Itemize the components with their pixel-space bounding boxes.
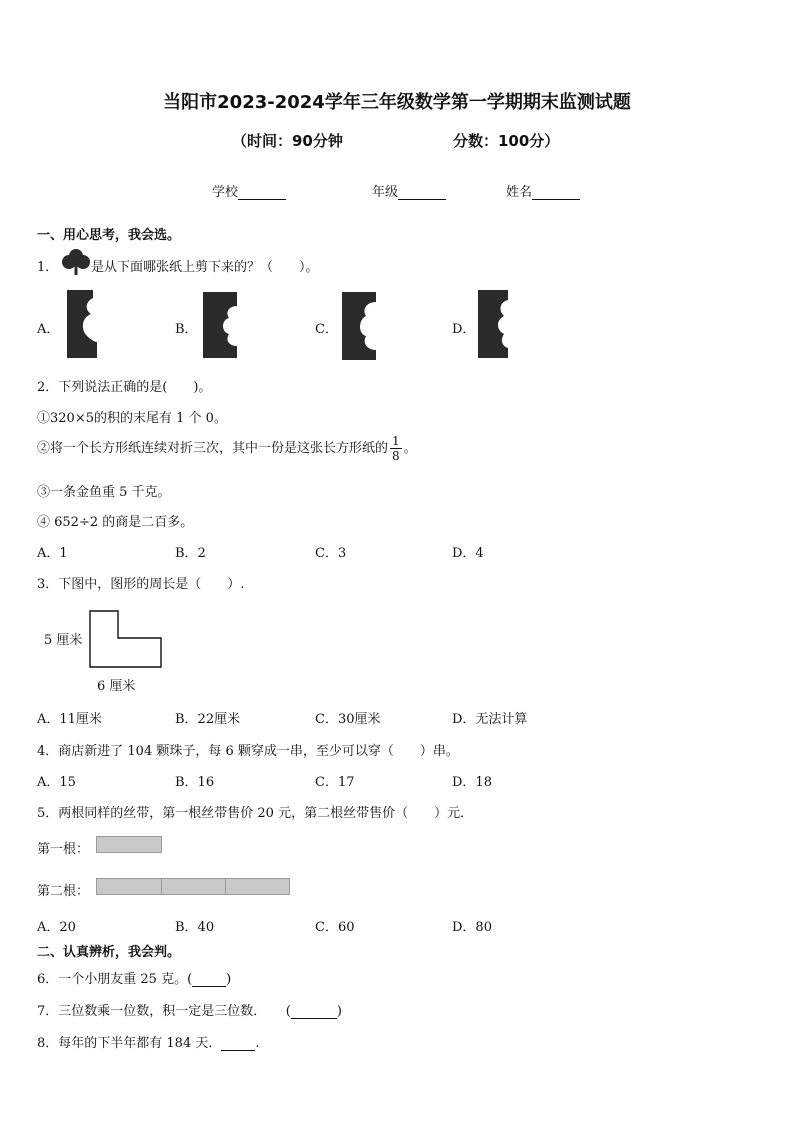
clover-icon [60,249,92,277]
q5-option-c[interactable]: C．60 [315,920,355,935]
exam-title: 当阳市2023-2024学年三年级数学第一学期期末监测试题 [163,92,631,113]
grade-label: 年级 [372,185,399,200]
q2-option-c[interactable]: C．3 [315,546,347,561]
q3-option-d[interactable]: D．无法计算 [452,712,528,727]
q5-option-b[interactable]: B．40 [175,920,215,935]
q4-option-d[interactable]: D．18 [452,775,492,790]
section1-title: 一、用心思考，我会选。 [37,228,181,243]
q1-option-b[interactable]: B． [175,322,198,337]
q3-width-label: 6 厘米 [97,679,136,694]
q1-option-d[interactable]: D． [452,322,476,337]
ribbon2-label: 第二根： [37,884,90,899]
ribbon1-label: 第一根： [37,842,90,857]
grade-blank[interactable] [398,185,446,200]
q2-statement-4: ④ 652÷2 的商是二百多。 [37,515,194,530]
q4-option-a[interactable]: A．15 [37,775,76,790]
q8-text: 8．每年的下半年都有 184 天． [37,1036,222,1051]
q4-option-b[interactable]: B．16 [175,775,215,790]
school-blank[interactable] [238,185,286,200]
section2-title: 二、认真辨析，我会判。 [37,945,181,960]
q1-number: 1． [37,260,59,275]
school-field [212,181,286,200]
q3-option-c[interactable]: C．30厘米 [315,712,381,727]
paper-c-icon [342,292,376,360]
q2-text: 2．下列说法正确的是( )。 [37,380,212,395]
q2-option-b[interactable]: B．2 [175,546,206,561]
paper-d-icon [478,290,512,358]
q2-statement-2: ②将一个长方形纸连续对折三次，其中一份是这张长方形纸的 $\frac{1}{8}$ 。 [37,434,417,463]
q7-text: 7．三位数乘一位数，积一定是三位数． ( [37,1004,291,1019]
q7: 7．三位数乘一位数，积一定是三位数． ( ) [37,1004,342,1019]
exam-time: （时间：90分钟 [232,132,343,150]
q5-text: 5．两根同样的丝带，第一根丝带售价 20 元，第二根丝带售价（ ）元． [37,806,474,821]
q2-statement-1: ①320×5的积的末尾有 1 个 0。 [37,411,227,426]
q3-option-a[interactable]: A．11厘米 [37,712,102,727]
q1-text: 是从下面哪张纸上剪下来的？（ ）。 [91,260,319,275]
ribbon-2-divider [225,879,226,894]
q4-option-c[interactable]: C．17 [315,775,355,790]
name-label: 姓名 [506,185,533,200]
grade-field [372,181,446,200]
q8: 8．每年的下半年都有 184 天． . [37,1036,260,1051]
name-field [506,181,580,200]
q4-text: 4．商店新进了 104 颗珠子，每 6 颗穿成一串，至少可以穿（ ）串。 [37,744,459,759]
q3-option-b[interactable]: B．22厘米 [175,712,241,727]
q8-answer-blank[interactable] [221,1038,255,1051]
q2-statement-3: ③一条金鱼重 5 千克。 [37,485,171,500]
q5-option-a[interactable]: A．20 [37,920,76,935]
l-shape-figure [89,610,163,668]
q5-option-d[interactable]: D．80 [452,920,492,935]
name-blank[interactable] [532,185,580,200]
q3-height-label: 5 厘米 [44,633,83,648]
q2-option-a[interactable]: A．1 [37,546,68,561]
paper-b-icon [203,292,237,358]
ribbon-2-divider [161,879,162,894]
q2-option-d[interactable]: D．4 [452,546,484,561]
q6: 6．一个小朋友重 25 克。( ) [37,972,232,987]
ribbon-2 [96,878,290,895]
q6-text: 6．一个小朋友重 25 克。( [37,972,193,987]
q6-answer-blank[interactable] [192,974,226,987]
q2-statement-2-text: ②将一个长方形纸连续对折三次，其中一份是这张长方形纸的 [37,441,389,456]
ribbon-1 [96,836,162,853]
school-label: 学校 [212,185,239,200]
q1-option-a[interactable]: A． [37,322,60,337]
exam-score: 分数：100分） [453,132,560,150]
q3-text: 3．下图中，图形的周长是（ ）. [37,577,245,592]
paper-a-icon [67,290,99,358]
fraction-one-eighth: $\frac{1}{8}$ [392,434,400,463]
q1-option-c[interactable]: C． [315,322,338,337]
q7-answer-blank[interactable] [291,1006,337,1019]
